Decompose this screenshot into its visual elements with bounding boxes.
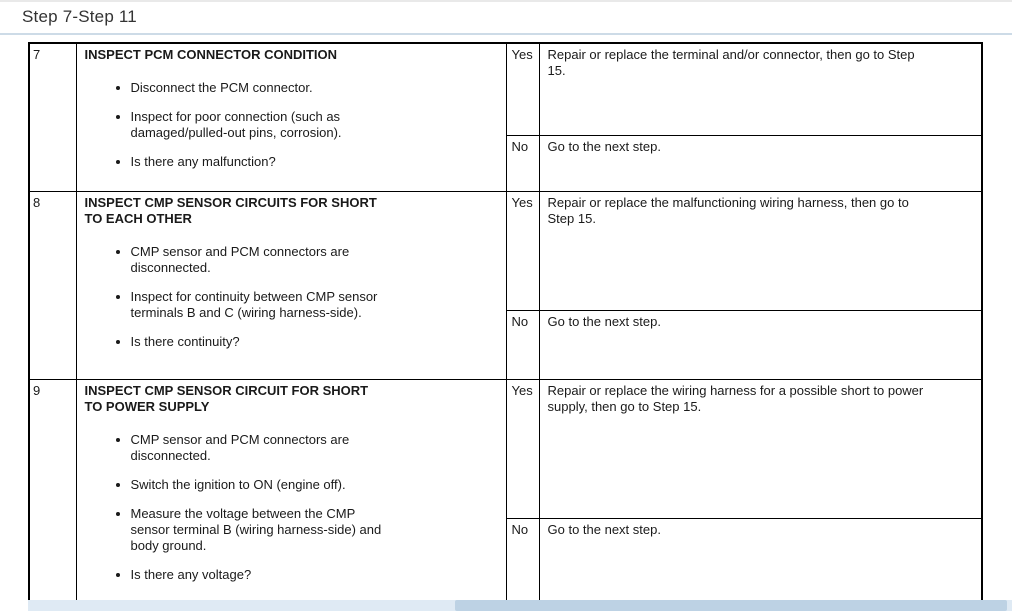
no-action-cell [539, 518, 982, 611]
bullet-item: • Is there any voltage? [131, 567, 393, 583]
table-row [29, 43, 982, 135]
no-label: No [506, 518, 539, 611]
yes-action: Repair or replace the malfunctioning wiring harness, then go to Step 15. [547, 194, 909, 226]
no-label: No [506, 135, 539, 191]
no-action: Go to the next step. [547, 138, 661, 154]
step-heading: INSPECT CMP SENSOR CIRCUIT FOR SHORT TO POWER SUPPLY [84, 382, 369, 414]
bullet-item: • Inspect for poor connection (such as damaged/pulled-out pins, corrosion). [131, 109, 393, 141]
yes-action: Repair or replace the wiring harness for a possible short to power supply, then go to Step 15. [547, 382, 924, 414]
bullet-list [85, 432, 498, 583]
yes-action-cell [539, 379, 982, 518]
yes-label: Yes [506, 379, 539, 518]
bullet-item: • Switch the ignition to ON (engine off). [131, 477, 393, 493]
step-description-cell [76, 379, 506, 611]
table-row [29, 191, 982, 310]
bullet-list [85, 244, 498, 350]
no-action-cell [539, 310, 982, 379]
no-action: Go to the next step. [547, 521, 661, 537]
step-heading: INSPECT PCM CONNECTOR CONDITION [84, 47, 338, 62]
bullet-item: • CMP sensor and PCM connectors are disconnected. [131, 244, 393, 276]
step-number: 9 [29, 379, 76, 611]
bullet-item: • CMP sensor and PCM connectors are disconnected. [131, 432, 393, 464]
step-number: 8 [29, 191, 76, 379]
bullet-item: • Measure the voltage between the CMP sensor terminal B (wiring harness-side) and body ground. [131, 506, 393, 554]
bullet-item: • Disconnect the PCM connector. [131, 80, 393, 96]
horizontal-scrollbar-thumb[interactable] [455, 600, 1007, 611]
step-number: 7 [29, 43, 76, 191]
bullet-item: • Is there any malfunction? [131, 154, 393, 170]
step-heading: INSPECT CMP SENSOR CIRCUITS FOR SHORT TO EACH OTHER [84, 194, 377, 226]
bullet-item: • Is there continuity? [131, 334, 393, 350]
bullet-list [85, 80, 498, 170]
no-label: No [506, 310, 539, 379]
yes-action-cell [539, 43, 982, 135]
bullet-item: • Inspect for continuity between CMP sensor terminals B and C (wiring harness-side). [131, 289, 393, 321]
horizontal-scrollbar-track[interactable] [28, 600, 1012, 611]
step-description-cell [76, 191, 506, 379]
page-title: Step 7-Step 11 [22, 7, 137, 26]
no-action-cell [539, 135, 982, 191]
yes-action: Repair or replace the terminal and/or connector, then go to Step 15. [547, 47, 915, 78]
yes-action-cell [539, 191, 982, 310]
title-divider [0, 33, 1012, 35]
step-description-cell [76, 43, 506, 191]
no-action: Go to the next step. [547, 313, 661, 329]
table-wrap [28, 42, 1012, 611]
troubleshooting-table [28, 42, 983, 611]
yes-label: Yes [506, 43, 539, 135]
table-row [29, 379, 982, 518]
yes-label: Yes [506, 191, 539, 310]
